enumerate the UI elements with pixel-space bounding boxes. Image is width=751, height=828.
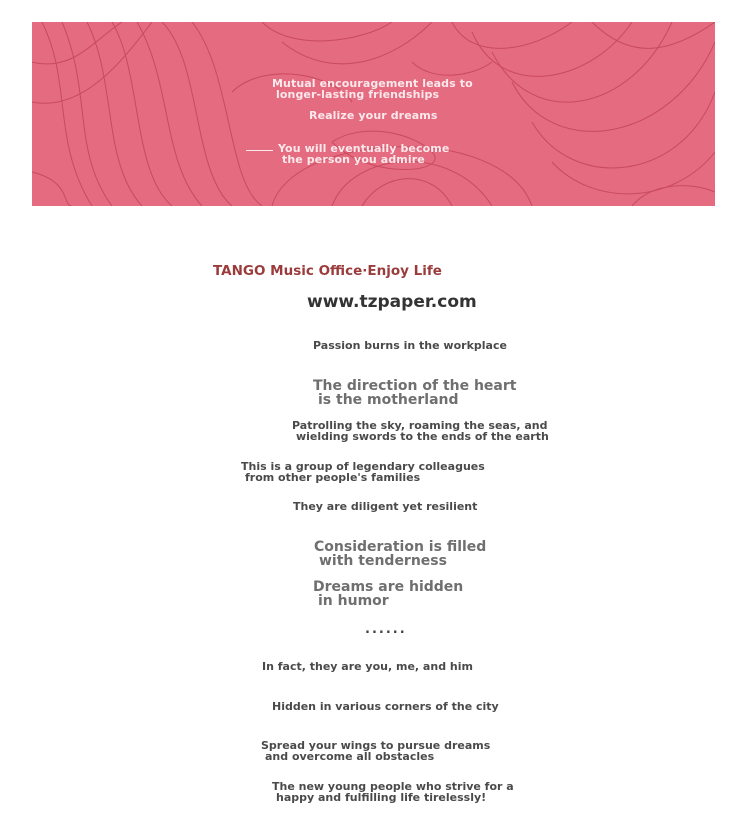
- text-heart-1: The direction of the heart: [313, 378, 517, 394]
- text-diligent: They are diligent yet resilient: [293, 500, 478, 513]
- text-wings-2: and overcome all obstacles: [265, 750, 435, 763]
- banner-line-1: Mutual encouragement leads to: [272, 77, 473, 90]
- text-dreams-1: Dreams are hidden: [313, 579, 464, 595]
- ellipsis: ......: [365, 622, 407, 637]
- text-heart-2: is the motherland: [318, 392, 459, 408]
- text-in-fact: In fact, they are you, me, and him: [262, 660, 473, 673]
- text-passion: Passion burns in the workplace: [313, 339, 507, 352]
- banner-line-5: the person you admire: [282, 153, 425, 166]
- text-colleagues-1: This is a group of legendary colleagues: [241, 460, 485, 473]
- text-consideration-2: with tenderness: [319, 553, 447, 569]
- banner-line-3: Realize your dreams: [309, 109, 438, 122]
- text-young-2: happy and fulfilling life tirelessly!: [276, 791, 487, 804]
- site-url: www.tzpaper.com: [307, 292, 477, 312]
- banner-line-2: longer-lasting friendships: [276, 88, 440, 101]
- banner-dash: [246, 150, 273, 151]
- text-colleagues-2: from other people's families: [245, 471, 421, 484]
- text-patrolling-1: Patrolling the sky, roaming the seas, and: [292, 419, 548, 432]
- text-consideration-1: Consideration is filled: [314, 539, 487, 555]
- banner-line-4: You will eventually become: [278, 142, 450, 155]
- text-dreams-2: in humor: [318, 593, 389, 609]
- text-patrolling-2: wielding swords to the ends of the earth: [296, 430, 549, 443]
- text-young-1: The new young people who strive for a: [272, 780, 514, 793]
- text-wings-1: Spread your wings to pursue dreams: [261, 739, 491, 752]
- hero-banner: [32, 22, 715, 206]
- page-title: TANGO Music Office·Enjoy Life: [213, 263, 442, 279]
- text-hidden: Hidden in various corners of the city: [272, 700, 499, 713]
